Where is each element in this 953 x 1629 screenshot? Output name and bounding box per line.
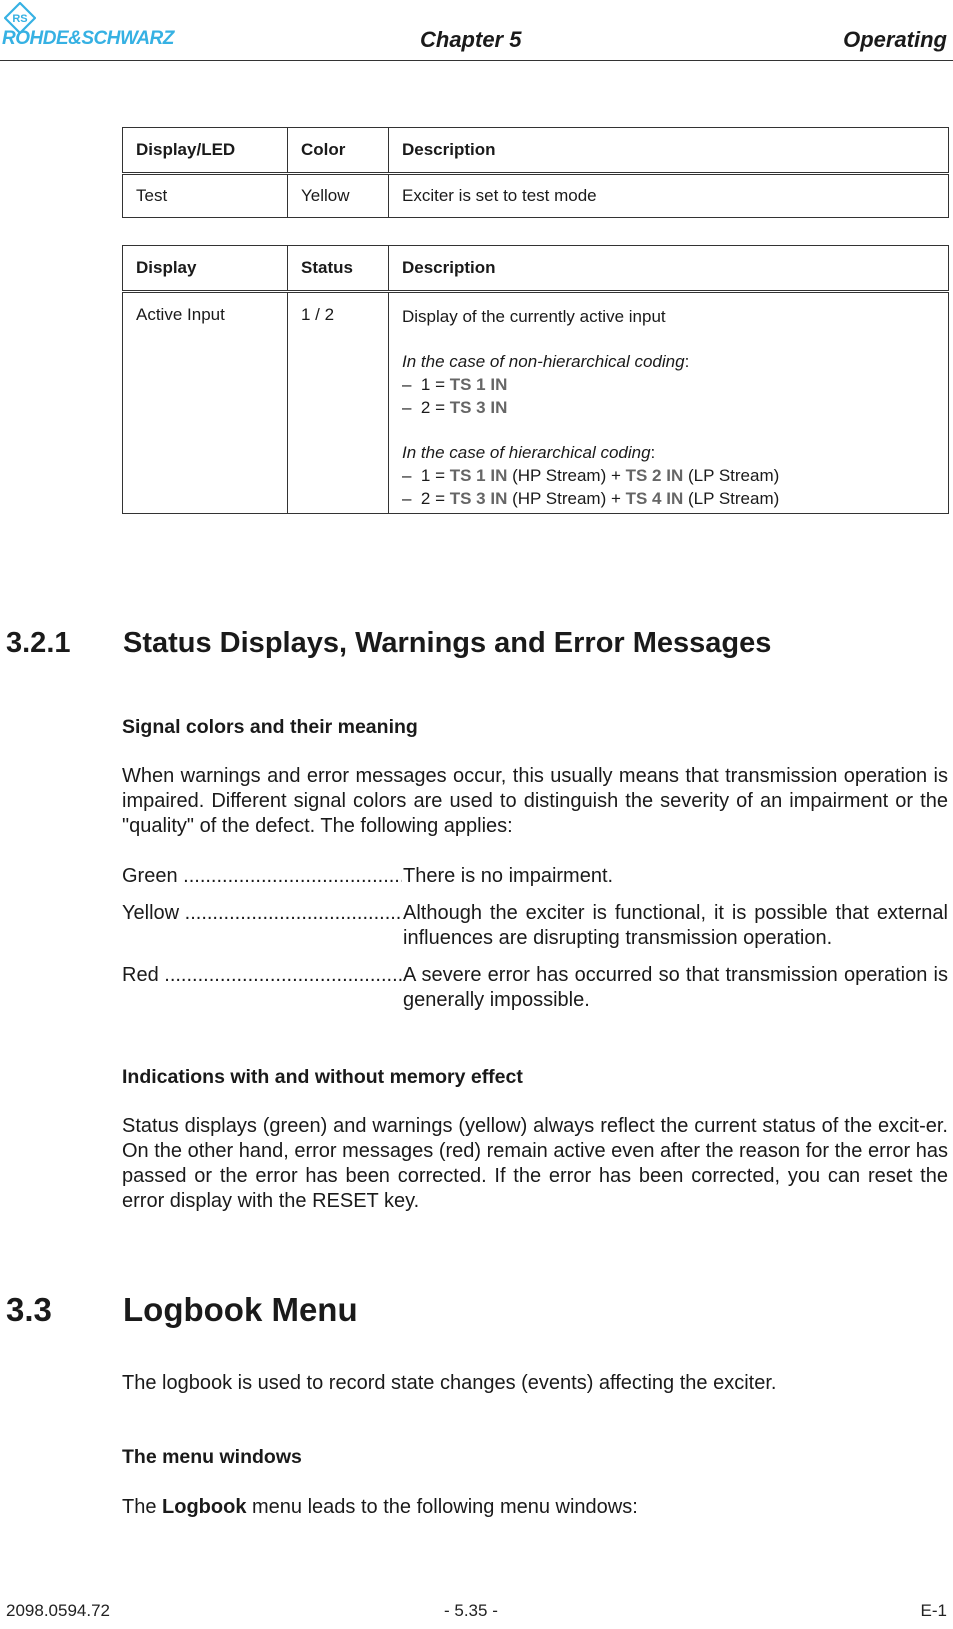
text-pre: The — [122, 1496, 163, 1518]
table-row — [123, 292, 949, 514]
nonhier-item-2 — [402, 396, 935, 419]
ts-label: TS 3 IN — [449, 398, 508, 417]
col-header-display-led: Display/LED — [123, 128, 288, 174]
paragraph-logbook-menu — [122, 1495, 948, 1520]
header-chapter: Chapter 5 — [420, 27, 522, 52]
led-table-header — [123, 128, 949, 174]
subheading-memory-effect: Indications with and without memory effect — [122, 1066, 523, 1088]
cell-description — [389, 292, 949, 514]
display-table-header — [123, 246, 949, 292]
ts-label: TS 1 IN — [449, 466, 508, 485]
footer-edition: E-1 — [920, 1601, 947, 1620]
color-def-yellow: Although the exciter is functional, it is possible that external influences are disrupting transmission operation. — [403, 902, 948, 949]
item-mid: (HP Stream) + — [507, 489, 626, 508]
section-number: 3.2.1 — [6, 627, 71, 659]
paragraph-signal-colors: When warnings and error messages occur, this usually means that transmission operation is impaired. Different signal colors are used to distinguish the severity of an impairment or the "quality" of the defect. The following applies: — [122, 765, 948, 837]
item-suffix: (LP Stream) — [683, 466, 780, 485]
col-header-description: Description — [389, 128, 949, 174]
color-term-red: Red ..... — [122, 963, 402, 988]
led-table — [122, 127, 949, 218]
item-suffix: (LP Stream) — [683, 489, 780, 508]
display-table — [122, 245, 949, 514]
col-header-description: Description — [389, 246, 949, 292]
color-def-red: A severe error has occurred so that transmission operation is generally impossible. — [403, 964, 948, 1011]
item-mid: (HP Stream) + — [507, 466, 626, 485]
col-header-status: Status — [288, 246, 389, 292]
color-def-green: There is no impairment. — [403, 865, 614, 887]
col-header-display: Display — [123, 246, 288, 292]
ts-label: TS 2 IN — [625, 466, 684, 485]
hier-label: In the case of hierarchical coding — [402, 443, 651, 462]
rohde-schwarz-logo — [2, 2, 227, 50]
cell-color: Yellow — [288, 174, 389, 218]
table-row — [123, 174, 949, 218]
color-term-green: Green ..... — [122, 864, 402, 889]
paragraph-memory-effect: Status displays (green) and warnings (yellow) always reflect the current status of the excit-er. On the other hand, error messages (red) remain active even after the reason for the error has passed or the error has been corrected. If the error has been corrected, you can reset the error display with the RESET key. — [122, 1115, 948, 1212]
footer-page-number: - 5.35 - — [444, 1601, 498, 1620]
description-intro: Display of the currently active input — [402, 307, 666, 326]
logo-wordmark: ROHDE&SCHWARZ — [2, 28, 174, 49]
cell-display: Active Input — [123, 292, 288, 514]
svg-text:RS: RS — [12, 13, 28, 25]
hier-item-2 — [402, 487, 935, 510]
nonhier-label: In the case of non-hierarchical coding — [402, 352, 685, 371]
cell-display: Test — [123, 174, 288, 218]
section-title: Status Displays, Warnings and Error Messages — [123, 627, 772, 659]
hier-item-1 — [402, 464, 935, 487]
subheading-menu-windows: The menu windows — [122, 1446, 302, 1468]
header-rule — [0, 60, 953, 61]
section-number: 3.3 — [6, 1291, 52, 1328]
logbook-keyword: Logbook — [162, 1496, 247, 1518]
item-prefix: – 2 = — [402, 489, 450, 508]
hier-label-line: In the case of hierarchical coding: — [402, 443, 656, 462]
cell-status: 1 / 2 — [288, 292, 389, 514]
nonhier-item-1 — [402, 373, 935, 396]
ts-label: TS 3 IN — [449, 489, 508, 508]
ts-label: TS 1 IN — [449, 375, 508, 394]
nonhier-label-line: In the case of non-hierarchical coding: — [402, 352, 690, 371]
col-header-color: Color — [288, 128, 389, 174]
color-term-yellow: Yellow ..... — [122, 901, 402, 926]
cell-description: Exciter is set to test mode — [389, 174, 949, 218]
item-prefix: – 2 = — [402, 398, 450, 417]
text-post: menu leads to the following menu windows: — [246, 1496, 638, 1518]
header-section: Operating — [843, 27, 947, 52]
paragraph-logbook-intro: The logbook is used to record state changes (events) affecting the exciter. — [122, 1372, 777, 1394]
footer-doc-number: 2098.0594.72 — [6, 1601, 110, 1620]
item-prefix: – 1 = — [402, 375, 450, 394]
item-prefix: – 1 = — [402, 466, 450, 485]
ts-label: TS 4 IN — [625, 489, 684, 508]
subheading-signal-colors: Signal colors and their meaning — [122, 716, 418, 738]
section-title: Logbook Menu — [123, 1291, 358, 1328]
